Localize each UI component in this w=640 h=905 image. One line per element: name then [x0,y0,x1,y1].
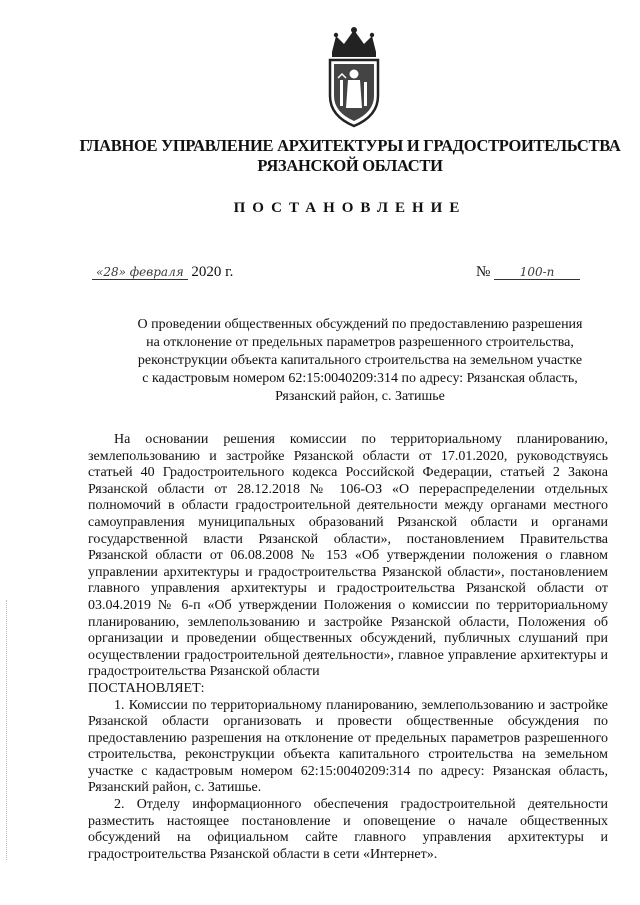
document-subject [88,316,632,406]
subject-line: на отклонение от предельных параметров разрешенного строительства, [146,335,574,350]
document-body [88,432,608,863]
clause-1: 1. Комиссии по территориальному планированию, землепользованию и застройке Рязанской области организовать и провести общественные обсуждения по предоставлению разрешения на отклонение от предельных параметров разрешенного строительства, реконструкции объекта капитального строительства на земельном участке с кадастровым номером 62:15:0040209:314 по адресу: Рязанская область, Рязанский район, с. Затишье. [88,697,608,796]
resolution-word: ПОСТАНОВЛЯЕТ: [88,680,205,696]
subject-line: О проведении общественных обсуждений по предоставлению разрешения [137,317,583,332]
handwritten-date: «28» февраля [92,265,188,280]
number-label: № [476,264,491,280]
document-number [476,264,580,281]
authority-line-1: ГЛАВНОЕ УПРАВЛЕНИЕ АРХИТЕКТУРЫ И ГРАДОСТРОИТЕЛЬСТВА [79,136,621,155]
handwritten-number: 100-п [494,265,580,280]
preamble-paragraph: На основании решения комиссии по территориальному планированию, землепользованию и застройке Рязанской области от 17.01.2020, руководствуясь статьей 40 Градостроительного кодекса Российской Федерации, статьей 2 Закона Рязанской области от 28.12.2018 № 106-ОЗ «О перераспределении отдельных полномочий в области градостроительной деятельности между органами местного самоуправления муниципальных образований Рязанской области и органами государственной власти Рязанской области», постановлением Правительства Рязанской области от 06.08.2008 № 153 «Об утверждении положения о главном управлении архитектуры и градостроительства Рязанской области», постановлением главного управления архитектуры и градостроительства Рязанской области от 03.04.2019 № 6-п «Об утверждении Положения о комиссии по территориальному планированию, землепользованию и застройке Рязанской области, Положения об организации и проведении общественных обсуждений, публичных слушаний при осуществлении градостроительной деятельности», главное управление архитектуры и градостроительства Рязанской области [88,432,608,680]
subject-line: реконструкции объекта капитального строительства на земельном участке [137,353,583,368]
document-type-title: ПОСТАНОВЛЕНИЕ [233,200,467,216]
authority-line-2: РЯЗАНСКОЙ ОБЛАСТИ [257,156,443,175]
subject-line: Рязанский район, с. Затишье [275,389,445,404]
ryazan-coat-of-arms-icon [318,22,390,130]
scan-edge-marks [6,600,9,860]
document-date [92,264,233,281]
clause-2: 2. Отделу информационного обеспечения градостроительной деятельности разместить настоящее постановление и оповещение о начале общественных обсуждений на официальном сайте главного управления архитектуры и градостроительства Рязанской области в сети «Интернет». [88,797,608,862]
document-year: 2020 г. [191,264,234,280]
issuing-authority [70,136,630,176]
subject-line: с кадастровым номером 62:15:0040209:314 по адресу: Рязанская область, [142,371,578,386]
